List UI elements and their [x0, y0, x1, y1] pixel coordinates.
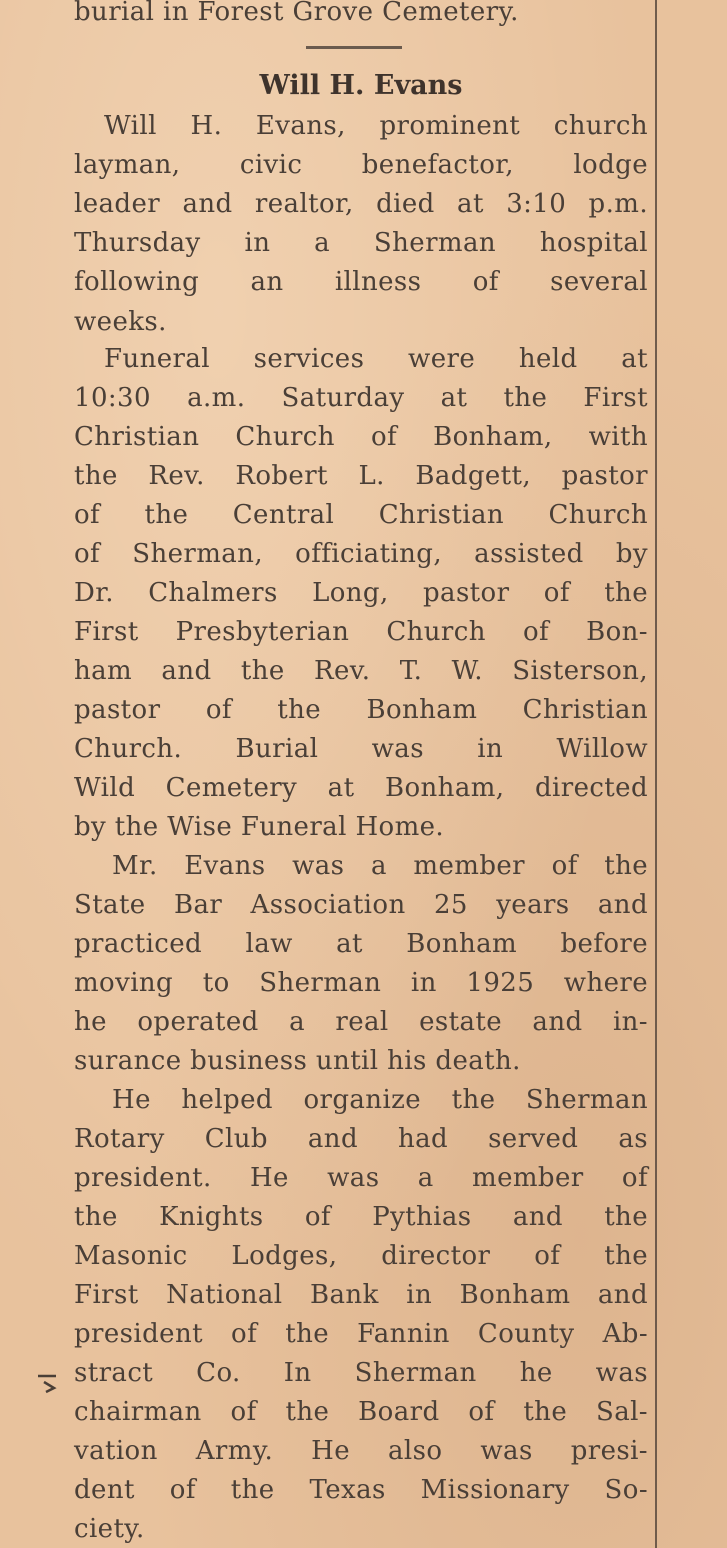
previous-article-last-line: burial in Forest Grove Cemetery.: [74, 0, 519, 27]
article-separator: [306, 46, 402, 49]
article-line: president. He was a member of: [74, 1163, 648, 1193]
article-line: Dr. Chalmers Long, pastor of the: [74, 578, 648, 608]
article-line: Thursday in a Sherman hospital: [74, 228, 648, 258]
article-line: Will H. Evans, prominent church: [104, 111, 648, 141]
article-line: layman, civic benefactor, lodge: [74, 150, 648, 180]
article-line: ciety.: [74, 1514, 145, 1544]
article-line: the Rev. Robert L. Badgett, pastor: [74, 461, 648, 491]
article-line: chairman of the Board of the Sal-: [74, 1397, 648, 1427]
article-line: of Sherman, officiating, assisted by: [74, 539, 648, 569]
article-line: Masonic Lodges, director of the: [74, 1241, 648, 1271]
article-line: dent of the Texas Missionary So-: [74, 1475, 648, 1505]
article-line: the Knights of Pythias and the: [74, 1202, 648, 1232]
article-line: He helped organize the Sherman: [112, 1085, 648, 1115]
article-line: Mr. Evans was a member of the: [112, 851, 648, 881]
article-line: First Presbyterian Church of Bon-: [74, 617, 648, 647]
article-line: surance business until his death.: [74, 1046, 521, 1076]
article-line: of the Central Christian Church: [74, 500, 648, 530]
article-line: vation Army. He also was presi-: [74, 1436, 648, 1466]
article-line: 10:30 a.m. Saturday at the First: [74, 383, 648, 413]
article-line: practiced law at Bonham before: [74, 929, 648, 959]
article-line: weeks.: [74, 307, 167, 337]
article-line: he operated a real estate and in-: [74, 1007, 648, 1037]
article-headline: Will H. Evans: [259, 70, 463, 101]
article-line: by the Wise Funeral Home.: [74, 812, 445, 842]
article-line: Church. Burial was in Willow: [74, 734, 648, 764]
article-line: ham and the Rev. T. W. Sisterson,: [74, 656, 648, 686]
article-line: State Bar Association 25 years and: [74, 890, 648, 920]
article-line: moving to Sherman in 1925 where: [74, 968, 648, 998]
article-line: stract Co. In Sherman he was: [74, 1358, 648, 1388]
article-line: leader and realtor, died at 3:10 p.m.: [74, 189, 648, 219]
article-line: Funeral services were held at: [104, 344, 648, 374]
article-line: following an illness of several: [74, 267, 648, 297]
article-line: Wild Cemetery at Bonham, directed: [74, 773, 648, 803]
article-line: pastor of the Bonham Christian: [74, 695, 648, 725]
article-line: Rotary Club and had served as: [74, 1124, 648, 1154]
article-line: president of the Fannin County Ab-: [74, 1319, 648, 1349]
article-line: First National Bank in Bonham and: [74, 1280, 648, 1310]
column-divider: [655, 0, 657, 1548]
pencil-mark-icon: [36, 1368, 64, 1404]
article-line: Christian Church of Bonham, with: [74, 422, 648, 452]
